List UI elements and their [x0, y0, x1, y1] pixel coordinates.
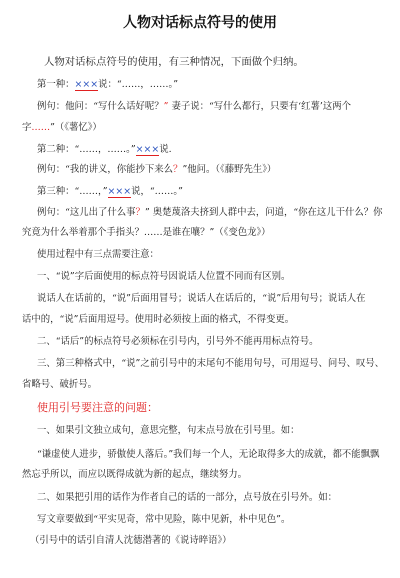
quote-example-1-line-1: “谦虚使人进步，骄傲使人落后。”我们每一个人，无论取得多大的成就，都不能飘飘: [37, 449, 380, 460]
example-1-source: ”（《薯忆》）: [50, 122, 102, 133]
case-2-speaker: ×××: [135, 144, 160, 155]
quote-example-2: 写文章要做到“平实见奇，常中见险，陈中见新，朴中见色”。: [37, 514, 291, 525]
quote-rule-2: 二、如果把引用的话作为作者自己的话的一部分，点号放在引号外。如：: [37, 492, 338, 503]
case-3-line: [37, 186, 183, 198]
note-1-line-2: 说话人在话前的，“说”后面用冒号；说话人在话后的，“说”后用句号；说话人在: [37, 293, 366, 304]
example-2-text-b: ”他问。（《藤野先生》）: [182, 164, 277, 175]
note-3-line-2: 省略号、破折号。: [22, 379, 98, 390]
quote-rule-1: 一、如果引文独立成句，意思完整，句末点号放在引号里。如：: [37, 425, 300, 436]
example-3-line-1: [37, 207, 383, 219]
example-1-char: 字: [22, 122, 32, 133]
case-2-line: [37, 144, 172, 156]
example-2-mark: ？: [173, 164, 183, 175]
example-1-mark: ”: [163, 101, 169, 112]
notes-intro: 使用过程中有三点需要注意：: [37, 249, 159, 260]
example-3-text-a: 例句：“这儿出了什么事: [37, 207, 136, 218]
example-1-line-1: [37, 101, 351, 113]
note-3-line-1: 三、第三种格式中，“说”之前引号中的末尾句不能用句号，可用逗号、问号、叹号、: [37, 358, 385, 369]
note-2: 二、“话后”的标点符号必须标在引号内，引号外不能再用标点符号。: [37, 336, 319, 347]
example-1-text-a: 例句：他问：“写什么话好呢？: [37, 101, 164, 112]
case-1-label: 第一种：: [37, 79, 75, 90]
example-3-mark: ？: [135, 207, 145, 218]
note-1-line-3: 话中的，“说”后面用逗号。使用时必须按上面的格式，不得变更。: [22, 314, 295, 325]
example-2-text-a: 例句：“我的讲义，你能抄下来么: [37, 164, 174, 175]
case-2-rest: 说.: [159, 144, 172, 155]
case-2-label: 第二种：“……，……。”: [37, 144, 136, 155]
case-1-speaker: ×××: [74, 79, 99, 90]
case-3-label: 第三种：“……，”: [37, 186, 108, 197]
example-1-ellipsis: ……: [31, 122, 51, 133]
case-3-rest: 说，“……。”: [131, 186, 183, 197]
example-2-line: [37, 164, 276, 176]
example-1-line-2: [22, 122, 102, 134]
case-1-rest: 说：“……，……。”: [98, 79, 178, 90]
case-3-speaker: ×××: [107, 186, 132, 197]
example-1-text-b: 妻子说：“写什么都行，只要有‘红薯’这两个: [168, 101, 351, 112]
case-1-line: [37, 79, 178, 91]
page-title: 人物对话标点符号的使用: [123, 15, 277, 31]
quote-example-1-line-2: 然忘乎所以，而应以既得成就为新的起点，继续努力。: [22, 469, 248, 480]
intro-paragraph: 人物对话标点符号的使用，有三种情况，下面做个归纳。: [44, 56, 304, 68]
note-1-line-1: 一、“说”字后面使用的标点符号因说话人位置不同而有区别。: [37, 271, 291, 282]
example-3-line-2: 究竟为什么举着那个手指头？……是谁在嚷？”（《变色龙》）: [22, 227, 271, 238]
example-3-text-b: ” 奥楚蔑洛夫挤到人群中去，问道，“你在这儿干什么？你: [144, 207, 383, 218]
quote-section-heading: 使用引号要注意的问题：: [37, 401, 158, 414]
quote-example-2-source: （引号中的话引自清人沈德潜著的《说诗晬语》）: [30, 535, 232, 546]
